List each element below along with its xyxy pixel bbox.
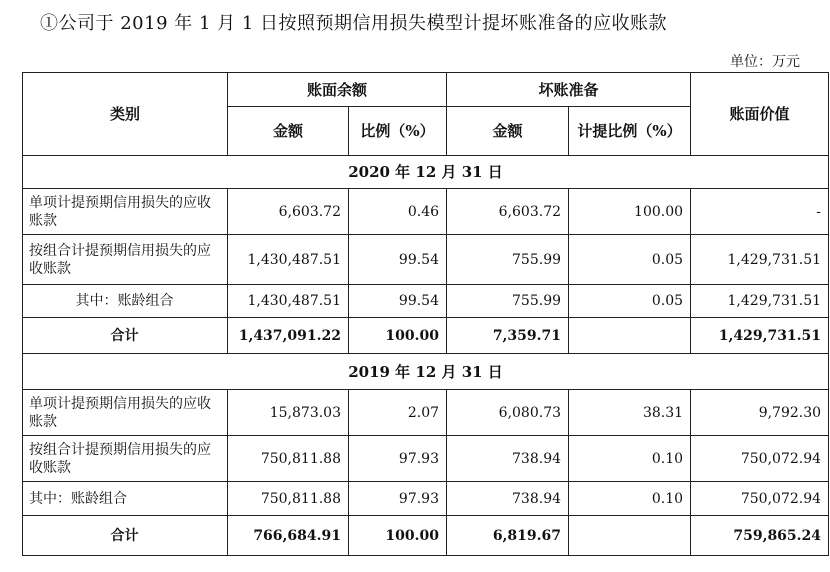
cell-book-value: 9,792.30 xyxy=(691,390,829,436)
cell-bad-amount: 6,819.67 xyxy=(447,516,569,556)
total-row xyxy=(23,516,829,556)
cell-ratio: 97.93 xyxy=(349,436,447,482)
row-label: 按组合计提预期信用损失的应收账款 xyxy=(23,436,228,482)
cell-provision-ratio: 38.31 xyxy=(569,390,691,436)
row-label: 合计 xyxy=(23,318,228,354)
cell-ratio: 100.00 xyxy=(349,318,447,354)
row-label: 单项计提预期信用损失的应收账款 xyxy=(23,189,228,235)
cell-bad-amount: 738.94 xyxy=(447,436,569,482)
cell-bad-amount: 738.94 xyxy=(447,482,569,516)
row-label: 合计 xyxy=(23,516,228,556)
section-title-row xyxy=(23,156,829,189)
cell-book-value: 750,072.94 xyxy=(691,436,829,482)
cell-provision-ratio xyxy=(569,318,691,354)
cell-amount: 1,437,091.22 xyxy=(228,318,349,354)
row-label: 其中：账龄组合 xyxy=(23,482,228,516)
table-row xyxy=(23,189,829,235)
row-label: 按组合计提预期信用损失的应收账款 xyxy=(23,235,228,285)
cell-provision-ratio: 0.10 xyxy=(569,436,691,482)
cell-bad-amount: 7,359.71 xyxy=(447,318,569,354)
cell-amount: 766,684.91 xyxy=(228,516,349,556)
cell-ratio: 99.54 xyxy=(349,285,447,318)
document-heading: ①公司于 2019 年 1 月 1 日按照预期信用损失模型计提坏账准备的应收账款 xyxy=(40,13,668,34)
cell-amount: 750,811.88 xyxy=(228,482,349,516)
cell-amount: 6,603.72 xyxy=(228,189,349,235)
section-title: 2019 年 12 月 31 日 xyxy=(23,354,829,390)
table-row xyxy=(23,436,829,482)
header-category: 类别 xyxy=(23,73,228,156)
cell-amount: 1,430,487.51 xyxy=(228,235,349,285)
section-title: 2020 年 12 月 31 日 xyxy=(23,156,829,189)
cell-amount: 1,430,487.51 xyxy=(228,285,349,318)
row-label: 单项计提预期信用损失的应收账款 xyxy=(23,390,228,436)
cell-ratio: 97.93 xyxy=(349,482,447,516)
header-book-balance: 账面余额 xyxy=(228,73,447,107)
cell-ratio: 0.46 xyxy=(349,189,447,235)
section-title-row xyxy=(23,354,829,390)
cell-book-value: 1,429,731.51 xyxy=(691,285,829,318)
header-bad-debt: 坏账准备 xyxy=(447,73,691,107)
cell-book-value: 750,072.94 xyxy=(691,482,829,516)
cell-provision-ratio: 0.10 xyxy=(569,482,691,516)
header-book-value: 账面价值 xyxy=(691,73,829,156)
cell-provision-ratio xyxy=(569,516,691,556)
header-ratio: 比例（%） xyxy=(349,107,447,156)
cell-bad-amount: 6,080.73 xyxy=(447,390,569,436)
table-row xyxy=(23,235,829,285)
header-row-1 xyxy=(23,73,829,107)
cell-bad-amount: 755.99 xyxy=(447,285,569,318)
cell-provision-ratio: 0.05 xyxy=(569,285,691,318)
header-bad-amount: 金额 xyxy=(447,107,569,156)
cell-book-value: 1,429,731.51 xyxy=(691,235,829,285)
table-row xyxy=(23,285,829,318)
cell-book-value: 759,865.24 xyxy=(691,516,829,556)
header-amount: 金额 xyxy=(228,107,349,156)
total-row xyxy=(23,318,829,354)
header-provision-ratio: 计提比例（%） xyxy=(569,107,691,156)
cell-ratio: 2.07 xyxy=(349,390,447,436)
cell-provision-ratio: 100.00 xyxy=(569,189,691,235)
receivables-table xyxy=(22,72,829,556)
cell-provision-ratio: 0.05 xyxy=(569,235,691,285)
cell-amount: 15,873.03 xyxy=(228,390,349,436)
cell-amount: 750,811.88 xyxy=(228,436,349,482)
table-row xyxy=(23,482,829,516)
cell-bad-amount: 6,603.72 xyxy=(447,189,569,235)
cell-ratio: 99.54 xyxy=(349,235,447,285)
row-label: 其中：账龄组合 xyxy=(23,285,228,318)
cell-book-value: - xyxy=(691,189,829,235)
cell-ratio: 100.00 xyxy=(349,516,447,556)
table-row xyxy=(23,390,829,436)
unit-label: 单位：万元 xyxy=(730,54,800,70)
cell-bad-amount: 755.99 xyxy=(447,235,569,285)
cell-book-value: 1,429,731.51 xyxy=(691,318,829,354)
